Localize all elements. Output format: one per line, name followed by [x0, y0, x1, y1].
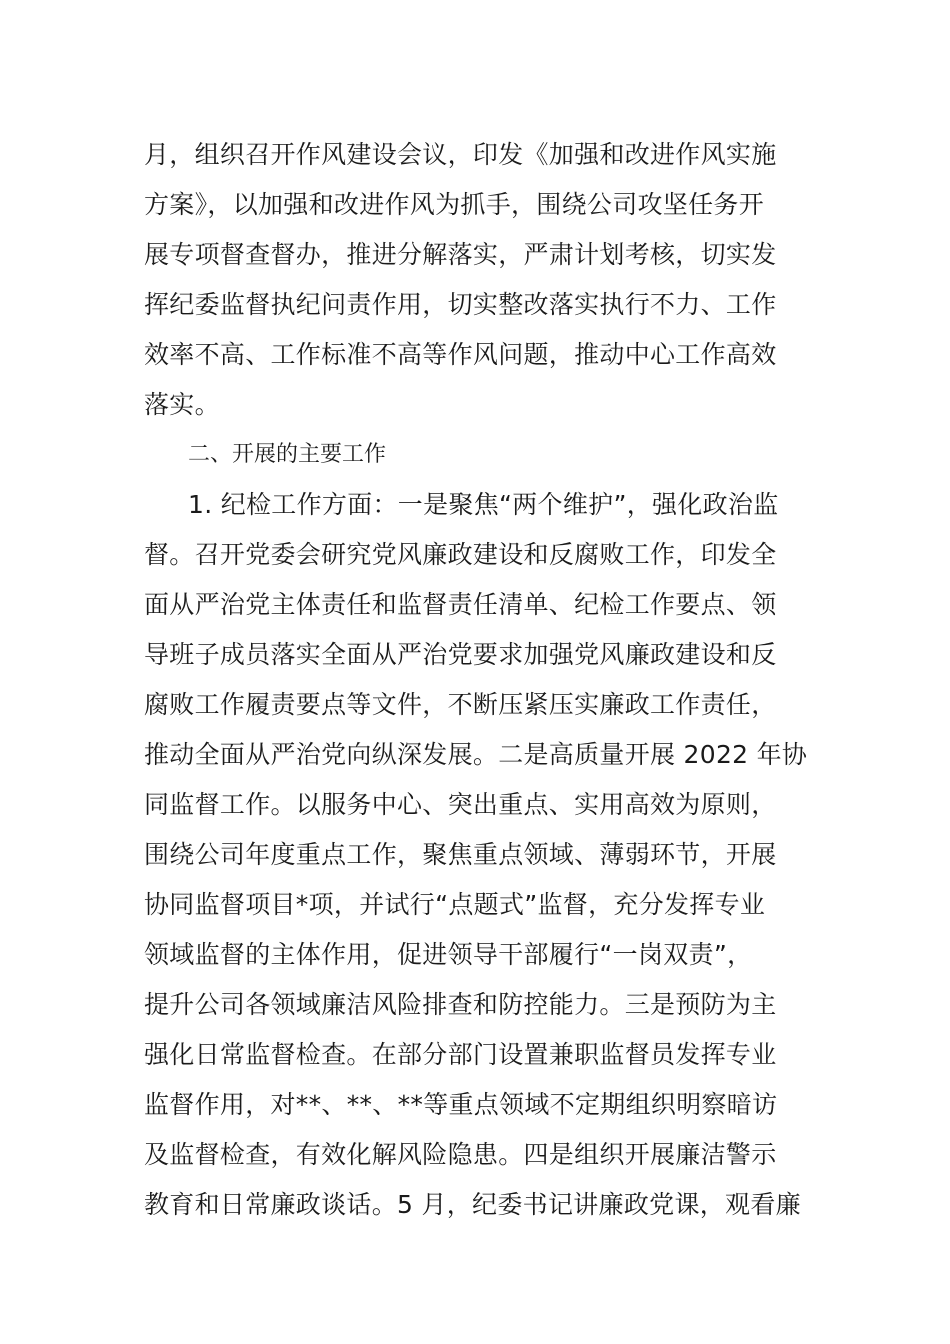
- paragraph-line: 展专项督查督办，推进分解落实，严肃计划考核，切实发: [144, 240, 777, 269]
- section-paragraph-line: 教育和日常廉政谈话。5 月，纪委书记讲廉政党课，观看廉: [144, 1190, 801, 1219]
- paragraph-line: 落实。: [144, 390, 220, 419]
- section-paragraph-line: 及监督检查，有效化解风险隐患。四是组织开展廉洁警示: [144, 1140, 777, 1169]
- section-paragraph-line: 强化日常监督检查。在部分部门设置兼职监督员发挥专业: [144, 1040, 777, 1069]
- section-paragraph-line: 提升公司各领域廉洁风险排查和防控能力。三是预防为主: [144, 990, 777, 1019]
- section-paragraph-line: 1. 纪检工作方面：一是聚焦“两个维护”，强化政治监: [188, 490, 779, 519]
- section-paragraph-line: 推动全面从严治党向纵深发展。二是高质量开展 2022 年协: [144, 740, 808, 769]
- section-paragraph-line: 督。召开党委会研究党风廉政建设和反腐败工作，印发全: [144, 540, 777, 569]
- paragraph-line: 方案》，以加强和改进作风为抓手，围绕公司攻坚任务开: [144, 190, 765, 219]
- section-paragraph-line: 协同监督项目*项，并试行“点题式”监督，充分发挥专业: [144, 890, 766, 919]
- document-body: [144, 130, 808, 1230]
- paragraph-line: 月，组织召开作风建设会议，印发《加强和改进作风实施: [144, 140, 777, 169]
- section-paragraph-line: 监督作用，对**、**、**等重点领域不定期组织明察暗访: [144, 1090, 778, 1119]
- section-paragraph-line: 同监督工作。以服务中心、突出重点、实用高效为原则，: [144, 790, 777, 819]
- paragraph-line: 挥纪委监督执纪问责作用，切实整改落实执行不力、工作: [144, 290, 777, 319]
- section-paragraph-line: 领域监督的主体作用，促进领导干部履行“一岗双责”，: [144, 940, 753, 969]
- section-paragraph-line: 面从严治党主体责任和监督责任清单、纪检工作要点、领: [144, 590, 777, 619]
- section-heading: 二、开展的主要工作: [188, 442, 387, 467]
- section-paragraph-line: 导班子成员落实全面从严治党要求加强党风廉政建设和反: [144, 640, 777, 669]
- paragraph-line: 效率不高、工作标准不高等作风问题，推动中心工作高效: [144, 340, 777, 369]
- section-paragraph-line: 围绕公司年度重点工作，聚焦重点领域、薄弱环节，开展: [144, 840, 777, 869]
- section-paragraph-line: 腐败工作履责要点等文件，不断压紧压实廉政工作责任，: [144, 690, 777, 719]
